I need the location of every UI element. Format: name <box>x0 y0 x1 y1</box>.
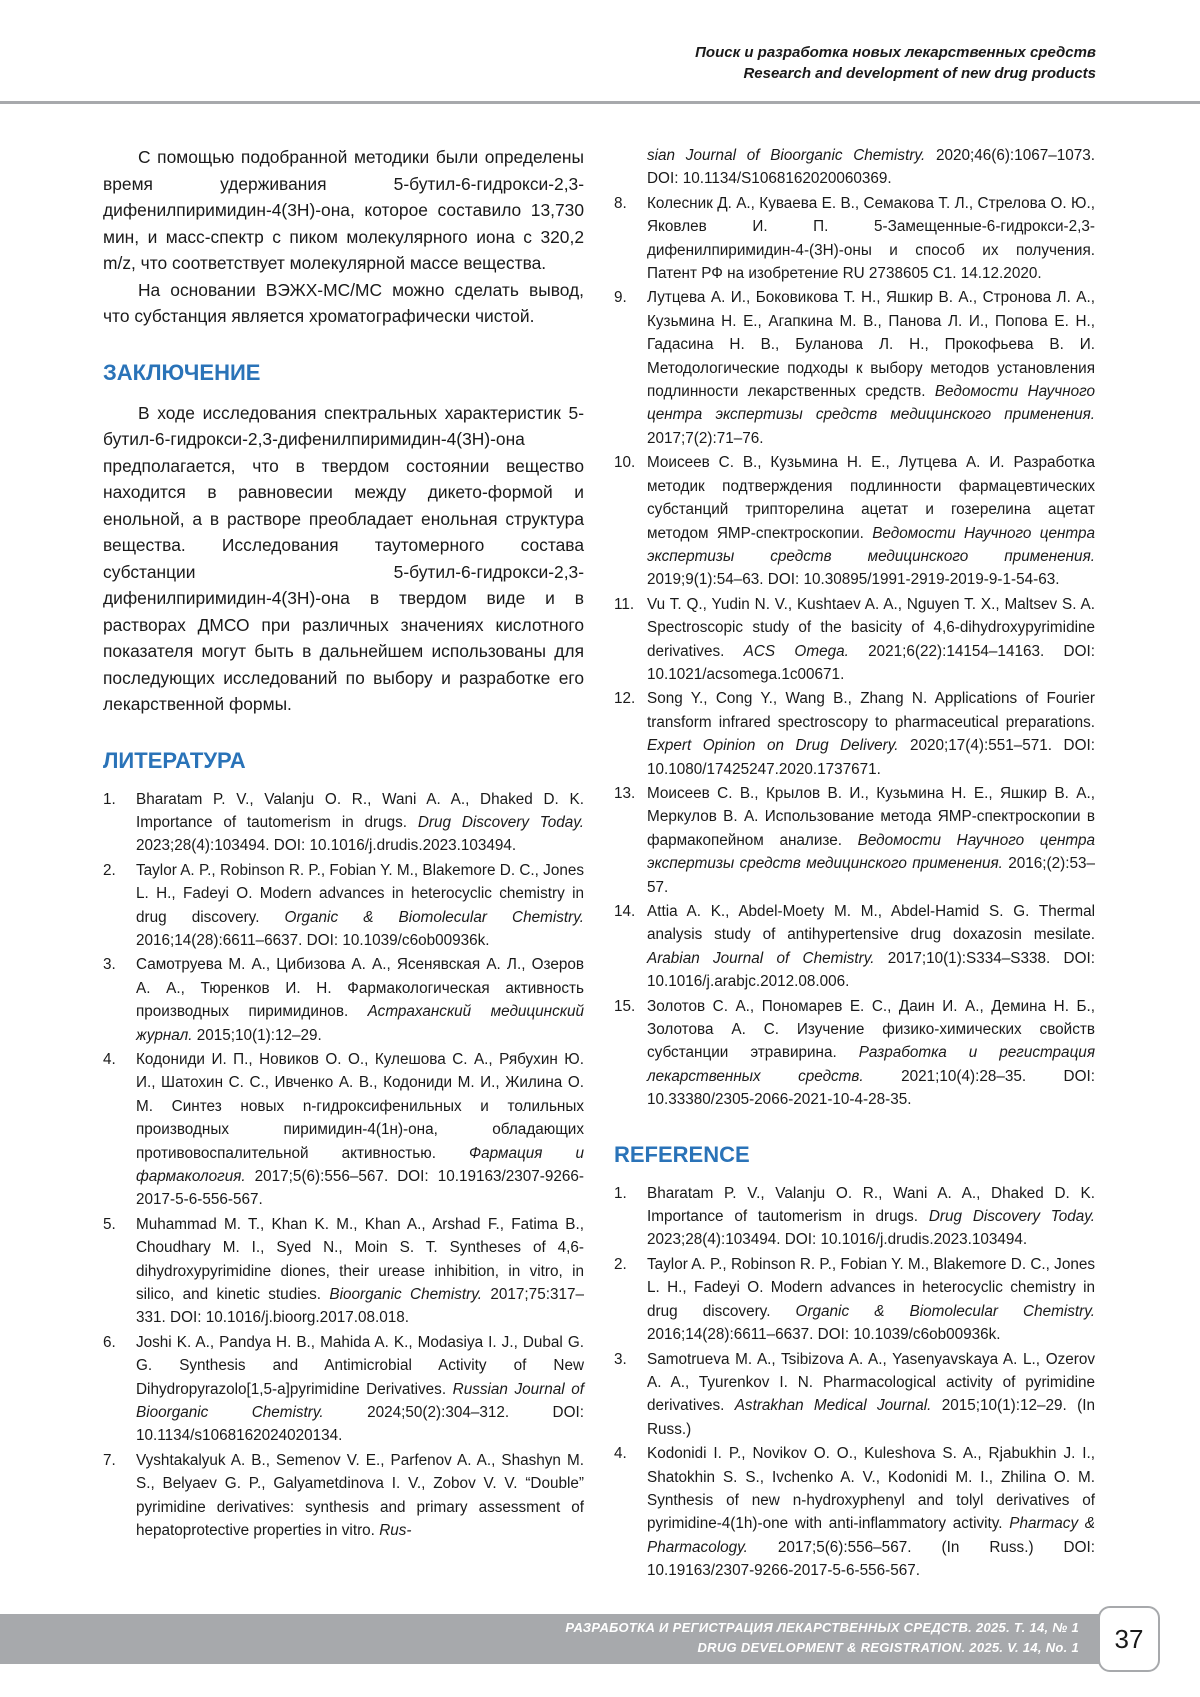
reference-details: 2017;75:317–331. DOI: 10.1016/j.bioorg.2017.08.018. <box>136 1286 584 1327</box>
reference-number: 11. <box>614 595 635 613</box>
reference-details: 2023;28(4):103494. DOI: 10.1016/j.drudis.2023.103494. <box>647 1231 1028 1249</box>
reference-text: Vu T. Q., Yudin N. V., Kushtaev A. A., Nguyen T. X., Maltsev S. A. Spectroscopic study of the basicity of 4,6-dihydroxypyrimidine derivatives. <box>647 595 1095 660</box>
section-heading-reference: REFERENCE <box>614 1141 750 1167</box>
reference-journal: Ведомости Научного центра экспертизы средств медицинского применения. <box>647 383 1095 424</box>
reference-details: 2017;7(2):71–76. <box>647 429 764 447</box>
reference-text: Joshi K. A., Pandya H. B., Mahida A. K., Modasiya I. J., Dubal G. G. Synthesis and Antimicrobial Activity of New Dihydropyrazolo[1,5-a]pyrimidine Derivatives. <box>136 1333 584 1398</box>
reference-number: 14. <box>614 903 636 920</box>
reference-text: Bharatam P. V., Valanju O. R., Wani A. A., Dhaked D. K. Importance of tautomerism in drugs. <box>647 1184 1095 1226</box>
reference-number: 2. <box>103 861 116 879</box>
reference-text: Song Y., Cong Y., Wang B., Zhang N. Applications of Fourier transform infrared spectroscopy to pharmaceutical preparations. <box>647 690 1095 731</box>
reference-details: 2021;6(22):14154–14163. DOI: 10.1021/acsomega.1c00671. <box>647 642 1095 683</box>
reference-journal: Ведомости Научного центра экспертизы средств медицинского применения. <box>647 831 1095 873</box>
reference-item <box>614 593 1095 687</box>
reference-journal: Drug Discovery Today. <box>417 813 585 831</box>
running-header <box>695 42 1096 84</box>
reference-details: 2016;14(28):6611–6637. DOI: 10.1039/c6ob00936k. <box>136 931 490 949</box>
reference-list-ru-continued <box>614 192 1095 1112</box>
reference-list-en <box>614 1182 1095 1583</box>
reference-number: 3. <box>103 956 116 974</box>
reference-number: 15. <box>614 997 636 1015</box>
reference-journal: Organic & Biomolecular Chemistry. <box>795 1302 1095 1320</box>
reference-text: Самотруева М. А., Цибизова А. А., Ясенявская А. Л., Озеров А. А., Тюренков И. Н. Фармакологическая активность производных пиримидинов. <box>136 956 584 1021</box>
reference-text: Kodonidi I. P., Novikov O. O., Kuleshova S. A., Rjabukhin J. I., Shatokhin S. S., Ivchenko A. V., Kodonidi M. I., Zhilina O. M. Synthesis of new n-hydroxyphenyl and tolyl derivatives of pyrimidine-4(1h)-one with anti-inflammatory activity. <box>647 1445 1095 1533</box>
reference-number: 5. <box>103 1215 116 1233</box>
reference-details: 2015;10(1):12–29. <box>192 1026 322 1044</box>
reference-item <box>614 995 1095 1112</box>
header-divider <box>0 101 1200 104</box>
reference-journal: Разработка и регистрация лекарственных средств. <box>647 1044 1095 1085</box>
reference-item <box>614 1253 1095 1347</box>
footer-journal <box>565 1618 1079 1658</box>
reference-text: Колесник Д. А., Куваева Е. В., Семакова Т. Л., Стрелова О. Ю., Яковлев И. П. 5-Замещенные-6-гидрокси-2,3-дифенилпиримидин-4-(3Н)-оны и способ их получения. Патент РФ на изобретение RU 2738605 C1. 14.12.2020. <box>647 194 1095 283</box>
reference-text: Моисеев С. В., Кузьмина Н. Е., Лутцева А. И. Разработка методик подтверждения подлинности фармацевтических субстанций трипторелина ацетат и гозерелина ацетат методом ЯМР-спектроскопии. <box>647 454 1095 542</box>
reference-details: 2024;50(2):304–312. DOI: 10.1134/s1068162024020134. <box>136 1404 584 1445</box>
reference-text: Моисеев С. В., Крылов В. И., Кузьмина Н. Е., Яшкир В. А., Меркулов В. А. Использование метода ЯМР-спектроскопии в фармакопейном анализе. <box>647 784 1095 849</box>
reference-number: 1. <box>614 1184 627 1202</box>
reference-details: 2019;9(1):54–63. DOI: 10.30895/1991-2919-2019-9-1-54-63. <box>647 571 1060 589</box>
reference-journal: Bioorganic Chemistry. <box>329 1286 483 1304</box>
reference-text: Кодониди И. П., Новиков О. О., Кулешова С. А., Рябухин Ю. И., Шатохин С. С., Ивченко А. В., Кодониди М. И., Жилина О. М. Синтез новых n-гидроксифенильных и толильных производных пиримидин-4(1н)-она, обладающих противовоспалительной активностью. <box>136 1050 584 1162</box>
right-column <box>614 144 1095 1584</box>
reference-journal: Drug Discovery Today. <box>928 1208 1096 1226</box>
reference-item <box>614 451 1095 591</box>
reference-journal: Фармация и фармакология. <box>136 1144 584 1185</box>
reference-number: 2. <box>614 1255 627 1273</box>
reference-details: 2020;46(6):1067–1073. DOI: 10.1134/S1068162020060369. <box>647 147 1096 188</box>
reference-text: Лутцева А. И., Боковикова Т. Н., Яшкир В. А., Стронова Л. А., Кузьмина Н. Е., Агапкина М. В., Панова Л. И., Попова Е. Н., Гадасина Н. В., Буланова Л. Н., Прокофьева В. И. Методологические подходы к выбору методов установления подлинности лекарственных средств. <box>647 289 1095 401</box>
reference-text: Vyshtakalyuk A. B., Semenov V. E., Parfenov A. A., Shashyn M. S., Belyaev G. P., Galyametdinova I. V., Zobov V. V. “Double” pyrimidine derivatives: synthesis and primary assessment of hepatoprotective properties in vitro. <box>136 1451 584 1540</box>
reference-item <box>103 1213 584 1330</box>
reference-text: Taylor A. P., Robinson R. P., Fobian Y. M., Blakemore D. C., Jones L. H., Fadeyi O. Modern advances in heterocyclic chemistry in drug discovery. <box>647 1255 1095 1320</box>
footer-journal-en: DRUG DEVELOPMENT & REGISTRATION. 2025. V. 14, No. 1 <box>697 1640 1079 1655</box>
reference-list-ru <box>103 788 584 1543</box>
reference-item <box>103 1048 584 1212</box>
reference-journal: Arabian Journal of Chemistry. <box>647 949 875 967</box>
reference-number: 1. <box>103 790 116 808</box>
reference-item <box>103 1449 584 1543</box>
reference-details: 2017;5(6):556–567. (In Russ.) DOI: 10.19163/2307-9266-2017-5-6-556-567. <box>647 1538 1095 1580</box>
reference-journal: Астраханский медицинский журнал. <box>136 1003 584 1044</box>
reference-details: 2023;28(4):103494. DOI: 10.1016/j.drudis.2023.103494. <box>136 837 517 855</box>
reference-item <box>614 1182 1095 1252</box>
reference-text: Attia A. K., Abdel-Moety M. M., Abdel-Hamid S. G. Thermal analysis study of antihypertensive drug doxazosin mesilate. <box>647 903 1095 944</box>
reference-journal: Pharmacy & Pharmacology. <box>647 1515 1095 1556</box>
reference-number: 12. <box>614 690 636 708</box>
reference-details: 2016;14(28):6611–6637. DOI: 10.1039/c6ob00936k. <box>647 1326 1001 1344</box>
reference-details: 2017;10(1):S334–S338. DOI: 10.1016/j.arabjc.2012.08.006. <box>647 949 1095 991</box>
reference-number: 8. <box>614 194 627 212</box>
section-heading-conclusion: ЗАКЛЮЧЕНИЕ <box>103 359 261 385</box>
page-number: 37 <box>1098 1606 1160 1672</box>
reference-item <box>614 192 1095 286</box>
reference-number: 7. <box>103 1451 116 1469</box>
left-column <box>103 144 584 1544</box>
reference-item <box>103 1331 584 1448</box>
section-heading-literature: ЛИТЕРАТУРА <box>103 747 246 773</box>
reference-continuation <box>614 144 1095 191</box>
reference-number: 9. <box>614 289 627 307</box>
reference-journal: Russian Journal of Bioorganic Chemistry. <box>136 1380 584 1422</box>
reference-item <box>103 859 584 953</box>
reference-item <box>614 1348 1095 1442</box>
reference-journal: Expert Opinion on Drug Delivery. <box>647 737 899 755</box>
reference-item <box>614 782 1095 899</box>
reference-number: 10. <box>614 454 636 472</box>
reference-number: 3. <box>614 1350 627 1368</box>
reference-text: Samotrueva M. A., Tsibizova A. A., Yasenyavskaya A. L., Ozerov A. A., Tyurenkov I. N. Pharmacological activity of pyrimidine derivatives. <box>647 1350 1095 1415</box>
reference-journal: Organic & Biomolecular Chemistry. <box>284 908 584 926</box>
reference-item <box>614 900 1095 994</box>
body-paragraph: С помощью подобранной методики были определены время удерживания 5-бутил-6-гидрокси-2,3-дифенилпиримидин-4(3Н)-она, которое составило 13,730 мин, и масс-спектр с пиком молекулярного иона с 320,2 m/z, что соответствует молекулярной массе вещества. <box>103 147 584 273</box>
reference-journal: Rus- <box>379 1522 412 1540</box>
reference-journal: sian Journal of Bioorganic Chemistry. <box>647 147 926 164</box>
running-header-en: Research and development of new drug products <box>743 65 1096 82</box>
reference-item <box>103 788 584 858</box>
conclusion-paragraph: В ходе исследования спектральных характеристик 5-бутил-6-гидрокси-2,3-дифенилпиримидин-4(3Н)-она предполагается, что в твердом состоянии вещество находится в равновесии между дикето-формой и енольной, а в растворе преобладает енольная структура вещества. Исследования таутомерного состава субстанции 5-бутил-6-гидрокси-2,3-дифенилпиримидин-4(3Н)-она в твердом виде и в растворах ДМСО при различных значениях кислотного показателя могут быть в дальнейшем использованы для последующих исследований по выбору и разработке его лекарственной формы. <box>103 402 584 714</box>
reference-text: Taylor A. P., Robinson R. P., Fobian Y. M., Blakemore D. C., Jones L. H., Fadeyi O. Modern advances in heterocyclic chemistry in drug discovery. <box>136 861 584 926</box>
reference-details: 2021;10(4):28–35. DOI: 10.33380/2305-2066-2021-10-4-28-35. <box>647 1067 1095 1109</box>
reference-item <box>614 286 1095 450</box>
reference-number: 4. <box>103 1050 116 1068</box>
reference-text: Muhammad M. T., Khan K. M., Khan A., Arshad F., Fatima B., Choudhary M. I., Syed N., Moin S. T. Syntheses of 4,6-dihydroxypyrimidine diones, their urease inhibition, in vitro, in silico, and kinetic studies. <box>136 1215 584 1304</box>
footer-journal-ru: РАЗРАБОТКА И РЕГИСТРАЦИЯ ЛЕКАРСТВЕННЫХ СРЕДСТВ. 2025. Т. 14, № 1 <box>565 1620 1079 1635</box>
running-header-ru: Поиск и разработка новых лекарственных средств <box>695 44 1096 61</box>
reference-details: 2016;(2):53–57. <box>647 855 1095 896</box>
reference-number: 4. <box>614 1445 627 1463</box>
body-paragraph: На основании ВЭЖХ-МС/МС можно сделать вывод, что субстанция является хроматографически чистой. <box>103 279 584 326</box>
reference-details: 2020;17(4):551–571. DOI: 10.1080/17425247.2020.1737671. <box>647 737 1095 778</box>
reference-journal: ACS Omega. <box>743 642 849 660</box>
reference-item <box>103 953 584 1047</box>
reference-details: 2017;5(6):556–567. DOI: 10.19163/2307-9266-2017-5-6-556-567. <box>136 1168 584 1209</box>
reference-number: 13. <box>614 784 636 802</box>
reference-text: Bharatam P. V., Valanju O. R., Wani A. A., Dhaked D. K. Importance of tautomerism in drugs. <box>136 790 584 831</box>
reference-details: 2015;10(1):12–29. (In Russ.) <box>647 1397 1095 1438</box>
reference-number: 6. <box>103 1333 116 1351</box>
reference-text: Золотов С. А., Пономарев Е. С., Даин И. А., Демина Н. Б., Золотова А. С. Изучение физико-химических свойств субстанции этравирина. <box>647 997 1095 1062</box>
reference-journal: Ведомости Научного центра экспертизы средств медицинского применения. <box>647 524 1095 565</box>
reference-journal: Astrakhan Medical Journal. <box>734 1397 932 1415</box>
reference-item <box>614 687 1095 781</box>
reference-item <box>614 1442 1095 1582</box>
